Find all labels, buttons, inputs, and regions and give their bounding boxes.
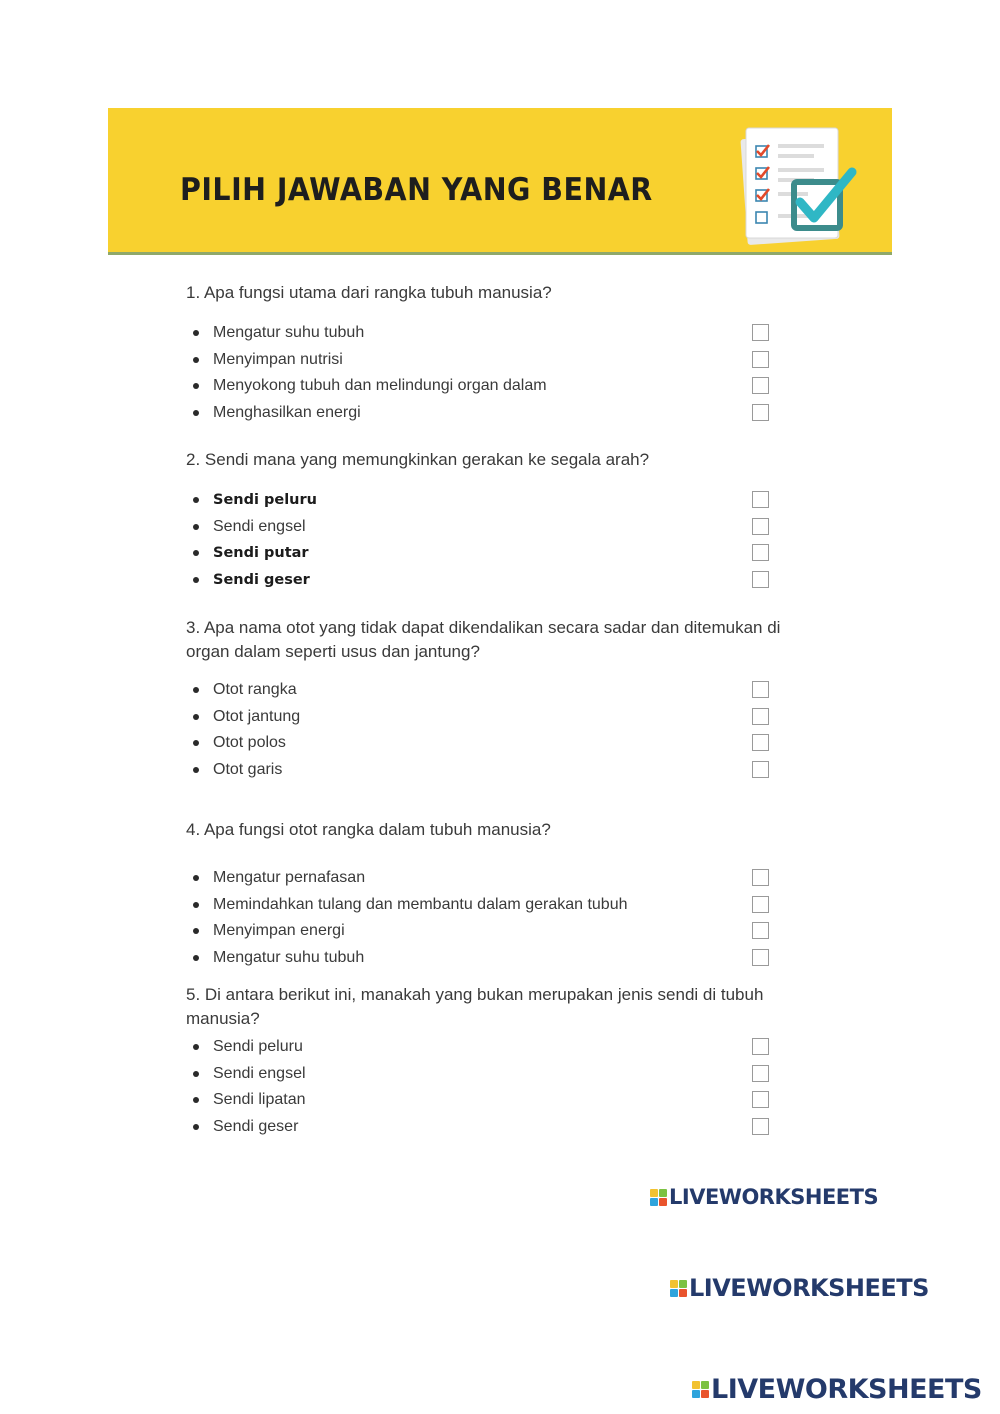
answer-option <box>193 865 783 892</box>
header-banner <box>108 108 892 255</box>
answer-option <box>193 918 783 945</box>
answer-label: Sendi putar <box>213 545 309 562</box>
answer-option <box>193 677 783 704</box>
answer-checkbox[interactable] <box>752 761 769 778</box>
question-4-text: 4. Apa fungsi otot rangka dalam tubuh manusia? <box>186 820 551 839</box>
answer-label: Otot garis <box>213 760 283 778</box>
watermark <box>650 1182 878 1212</box>
answer-checkbox[interactable] <box>752 869 769 886</box>
watermark-text: LIVEWORKSHEETS <box>689 1274 929 1302</box>
answer-label: Menghasilkan energi <box>213 403 361 421</box>
watermark <box>692 1374 982 1404</box>
answer-label: Memindahkan tulang dan membantu dalam gerakan tubuh <box>213 895 628 913</box>
answer-checkbox[interactable] <box>752 922 769 939</box>
answer-checkbox[interactable] <box>752 351 769 368</box>
answer-checkbox[interactable] <box>752 1118 769 1135</box>
bullet <box>193 1044 199 1050</box>
bullet <box>193 1097 199 1103</box>
answer-option <box>193 1034 783 1061</box>
bullet <box>193 687 199 693</box>
answer-option <box>193 892 783 919</box>
answer-label: Otot rangka <box>213 681 297 698</box>
answer-label: Sendi engsel <box>213 1064 306 1082</box>
answer-label: Sendi peluru <box>213 492 317 508</box>
answer-checkbox[interactable] <box>752 518 769 535</box>
question-3-text: 3. Apa nama otot yang tidak dapat dikendalikan secara sadar dan ditemukan di organ dalam seperti usus dan jantung? <box>186 618 781 661</box>
question-2-options <box>193 487 783 593</box>
answer-label: Otot polos <box>213 734 286 752</box>
answer-checkbox[interactable] <box>752 949 769 966</box>
answer-option <box>193 567 783 594</box>
bullet <box>193 902 199 908</box>
answer-option <box>193 1114 783 1141</box>
answer-label: Menyimpan energi <box>213 922 345 940</box>
bullet <box>193 410 199 416</box>
answer-label: Mengatur suhu tubuh <box>213 324 365 341</box>
bullet <box>193 928 199 934</box>
answer-checkbox[interactable] <box>752 491 769 508</box>
answer-label: Menyokong tubuh dan melindungi organ dalam <box>213 377 547 395</box>
answer-option <box>193 373 783 400</box>
answer-checkbox[interactable] <box>752 324 769 341</box>
bullet <box>193 550 199 556</box>
answer-option <box>193 347 783 374</box>
bullet <box>193 1071 199 1077</box>
answer-checkbox[interactable] <box>752 377 769 394</box>
answer-option <box>193 540 783 567</box>
answer-label: Sendi peluru <box>213 1038 303 1055</box>
watermark <box>670 1273 929 1303</box>
bullet <box>193 714 199 720</box>
answer-label: Otot jantung <box>213 707 301 725</box>
answer-option <box>193 704 783 731</box>
liveworksheets-logo-icon <box>670 1280 687 1297</box>
answer-label: Sendi engsel <box>213 517 306 535</box>
answer-checkbox[interactable] <box>752 681 769 698</box>
answer-checkbox[interactable] <box>752 404 769 421</box>
answer-option <box>193 1087 783 1114</box>
bullet <box>193 330 199 336</box>
watermark-text: LIVEWORKSHEETS <box>669 1185 879 1209</box>
bullet <box>193 875 199 881</box>
answer-option <box>193 320 783 347</box>
answer-label: Sendi geser <box>213 1117 299 1135</box>
answer-option <box>193 487 783 514</box>
checklist-clipboard-icon <box>736 122 864 248</box>
answer-checkbox[interactable] <box>752 896 769 913</box>
answer-option <box>193 757 783 784</box>
answer-checkbox[interactable] <box>752 708 769 725</box>
watermark-text: LIVEWORKSHEETS <box>711 1373 982 1405</box>
bullet <box>193 767 199 773</box>
bullet <box>193 1124 199 1130</box>
question-1-text: 1. Apa fungsi utama dari rangka tubuh manusia? <box>186 283 552 302</box>
answer-checkbox[interactable] <box>752 1065 769 1082</box>
answer-option <box>193 730 783 757</box>
answer-option <box>193 945 783 972</box>
bullet <box>193 955 199 961</box>
answer-label: Menyimpan nutrisi <box>213 350 343 368</box>
answer-checkbox[interactable] <box>752 1091 769 1108</box>
bullet <box>193 577 199 583</box>
question-3-options <box>193 677 783 783</box>
liveworksheets-logo-icon <box>650 1189 667 1206</box>
bullet <box>193 524 199 530</box>
answer-option <box>193 514 783 541</box>
bullet <box>193 740 199 746</box>
answer-label: Sendi lipatan <box>213 1091 306 1109</box>
question-5-options <box>193 1034 783 1140</box>
question-1-options <box>193 320 783 426</box>
answer-label: Mengatur suhu tubuh <box>213 948 365 966</box>
bullet <box>193 497 199 503</box>
answer-checkbox[interactable] <box>752 734 769 751</box>
answer-checkbox[interactable] <box>752 544 769 561</box>
question-5-text: 5. Di antara berikut ini, manakah yang bukan merupakan jenis sendi di tubuh manusia? <box>186 985 764 1028</box>
question-2-text: 2. Sendi mana yang memungkinkan gerakan ke segala arah? <box>186 450 650 469</box>
answer-option <box>193 1061 783 1088</box>
answer-label: Mengatur pernafasan <box>213 869 366 886</box>
question-4-options <box>193 865 783 971</box>
bullet <box>193 357 199 363</box>
liveworksheets-logo-icon <box>692 1381 709 1398</box>
answer-label: Sendi geser <box>213 571 310 588</box>
answer-option <box>193 400 783 427</box>
answer-checkbox[interactable] <box>752 1038 769 1055</box>
answer-checkbox[interactable] <box>752 571 769 588</box>
bullet <box>193 383 199 389</box>
page-title: PILIH JAWABAN YANG BENAR <box>180 172 653 208</box>
